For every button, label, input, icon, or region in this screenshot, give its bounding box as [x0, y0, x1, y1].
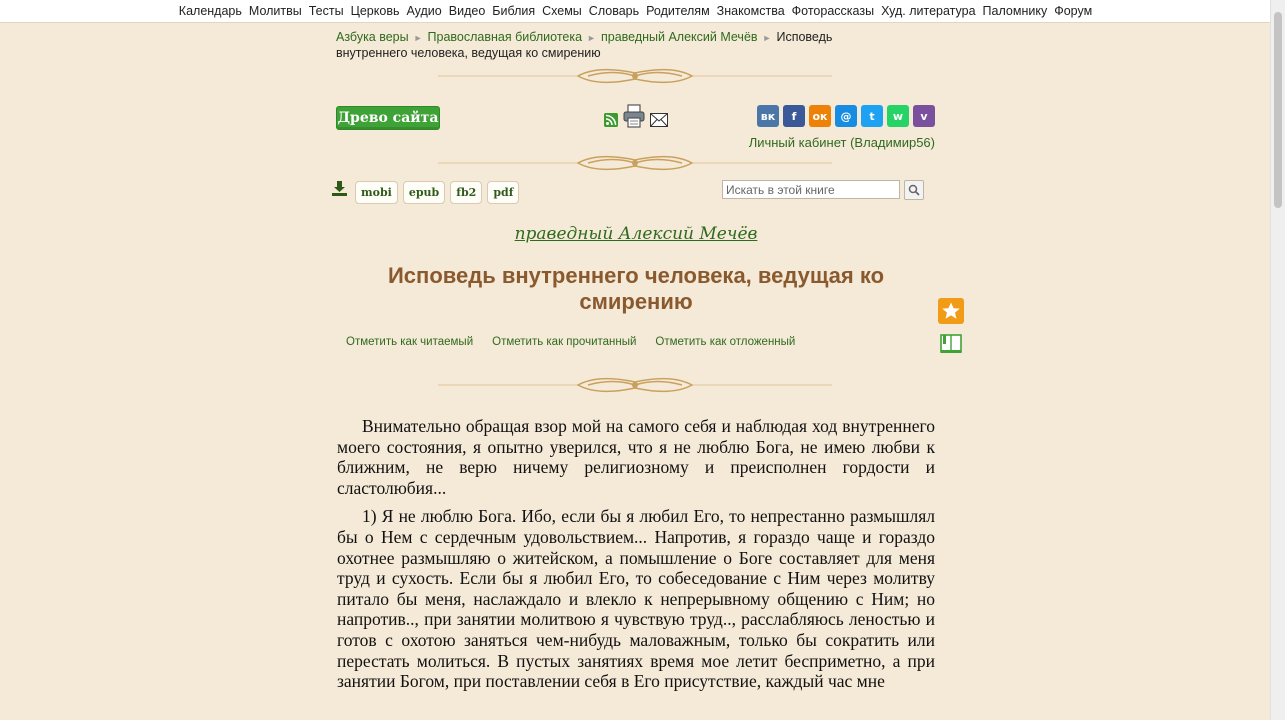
mark-postponed-link[interactable]: Отметить как отложенный — [655, 336, 796, 348]
download-pdf-button[interactable]: pdf — [487, 181, 519, 204]
breadcrumb-separator-icon: ► — [762, 33, 772, 43]
breadcrumb-current: Исповедь внутреннего человека, ведущая ко смирению — [336, 30, 833, 60]
nav-link[interactable]: Тесты — [308, 4, 344, 18]
whatsapp-icon[interactable]: w — [887, 105, 909, 127]
download-fb2-button[interactable]: fb2 — [450, 181, 482, 204]
nav-link[interactable]: Словарь — [588, 4, 640, 18]
ornament-divider-icon — [438, 150, 832, 176]
nav-link[interactable]: Знакомства — [716, 4, 785, 18]
facebook-icon[interactable]: f — [783, 105, 805, 127]
mark-read-link[interactable]: Отметить как прочитанный — [492, 336, 637, 348]
search-icon — [908, 184, 920, 196]
nav-link[interactable]: Родителям — [646, 4, 710, 18]
download-icon — [331, 180, 348, 197]
mail-icon[interactable] — [650, 113, 668, 127]
nav-link[interactable]: Аудио — [406, 4, 442, 18]
search-input[interactable] — [722, 180, 900, 199]
nav-link[interactable]: Фоторассказы — [791, 4, 875, 18]
ornament-divider-icon — [438, 63, 832, 89]
rss-icon[interactable] — [604, 113, 618, 127]
personal-cabinet-link[interactable]: Личный кабинет (Владимир56) — [748, 135, 935, 150]
nav-link[interactable]: Схемы — [542, 4, 582, 18]
print-icon[interactable] — [622, 104, 646, 128]
twitter-icon[interactable]: t — [861, 105, 883, 127]
reading-status-links — [346, 336, 795, 348]
search-button[interactable] — [904, 180, 924, 200]
page-title: Исповедь внутреннего человека, ведущая ко смирению — [387, 263, 885, 314]
mark-reading-link[interactable]: Отметить как читаемый — [346, 336, 474, 348]
site-tree-button[interactable]: Древо сайта — [336, 106, 440, 130]
scrollbar-thumb[interactable] — [1274, 12, 1282, 208]
breadcrumb-link[interactable]: Азбука веры — [336, 30, 409, 44]
vertical-scrollbar[interactable] — [1270, 0, 1285, 720]
download-mobi-button[interactable]: mobi — [355, 181, 398, 204]
breadcrumb-separator-icon: ► — [413, 33, 423, 43]
moimir-icon[interactable]: @ — [835, 105, 857, 127]
book-search — [722, 180, 924, 200]
top-navigation — [0, 0, 1271, 23]
nav-link[interactable]: Видео — [448, 4, 486, 18]
author-link[interactable]: праведный Алексий Мечёв — [514, 224, 758, 244]
nav-link[interactable]: Паломнику — [982, 4, 1048, 18]
breadcrumb — [336, 30, 896, 61]
nav-link[interactable]: Календарь — [178, 4, 242, 18]
nav-link[interactable]: Молитвы — [248, 4, 302, 18]
download-formats — [331, 181, 519, 204]
breadcrumb-link[interactable]: праведный Алексий Мечёв — [600, 30, 758, 44]
nav-link[interactable]: Библия — [492, 4, 536, 18]
breadcrumb-separator-icon: ► — [587, 33, 596, 43]
ornament-divider-icon — [438, 372, 832, 398]
paragraph: Внимательно обращая взор мой на самого себя и наблюдая ход внутреннего моего состояния, я опытно уверился, что я не люблю Бога, не имею любви к ближним, не верю ничему религиозному и преисполнен гордости и сластолюбия... — [337, 416, 935, 498]
download-epub-button[interactable]: epub — [403, 181, 445, 204]
paragraph: 1) Я не люблю Бога. Ибо, если бы я любил Его, то непрестанно размышлял бы о Нем с сердечным удовольствием... Напротив, я гораздо чаще и гораздо охотнее размышляю о житейском, а помышление о Боге составляет для меня труд и сухость. Если бы я любил Его, то собеседование с Ним через молитву питало бы меня, наслаждало и влекло к непрерывному общению с Ним; но напротив.., при занятии молитвою я чувствую труд.., расслабляюсь леностью и готов с охотою заняться чем-нибудь маловажным, только бы сократить или перестать молиться. В пустых занятиях время мое летит бесприметно, а при занятии Богом, при поставлении себя в Его присутствие, каждый час мне — [337, 506, 935, 692]
social-share — [757, 105, 935, 127]
viber-icon[interactable]: v — [913, 105, 935, 127]
nav-link[interactable]: Форум — [1054, 4, 1093, 18]
bookmark-book-icon[interactable] — [940, 334, 962, 354]
article-body — [337, 416, 935, 700]
nav-link[interactable]: Худ. литература — [881, 4, 976, 18]
odnoklassniki-icon[interactable]: ок — [809, 105, 831, 127]
star-icon — [941, 301, 961, 321]
nav-link[interactable]: Церковь — [350, 4, 400, 18]
page-tools — [604, 104, 668, 128]
favorite-button[interactable] — [938, 298, 964, 324]
vk-icon[interactable]: вк — [757, 105, 779, 127]
breadcrumb-link[interactable]: Православная библиотека — [427, 30, 583, 44]
